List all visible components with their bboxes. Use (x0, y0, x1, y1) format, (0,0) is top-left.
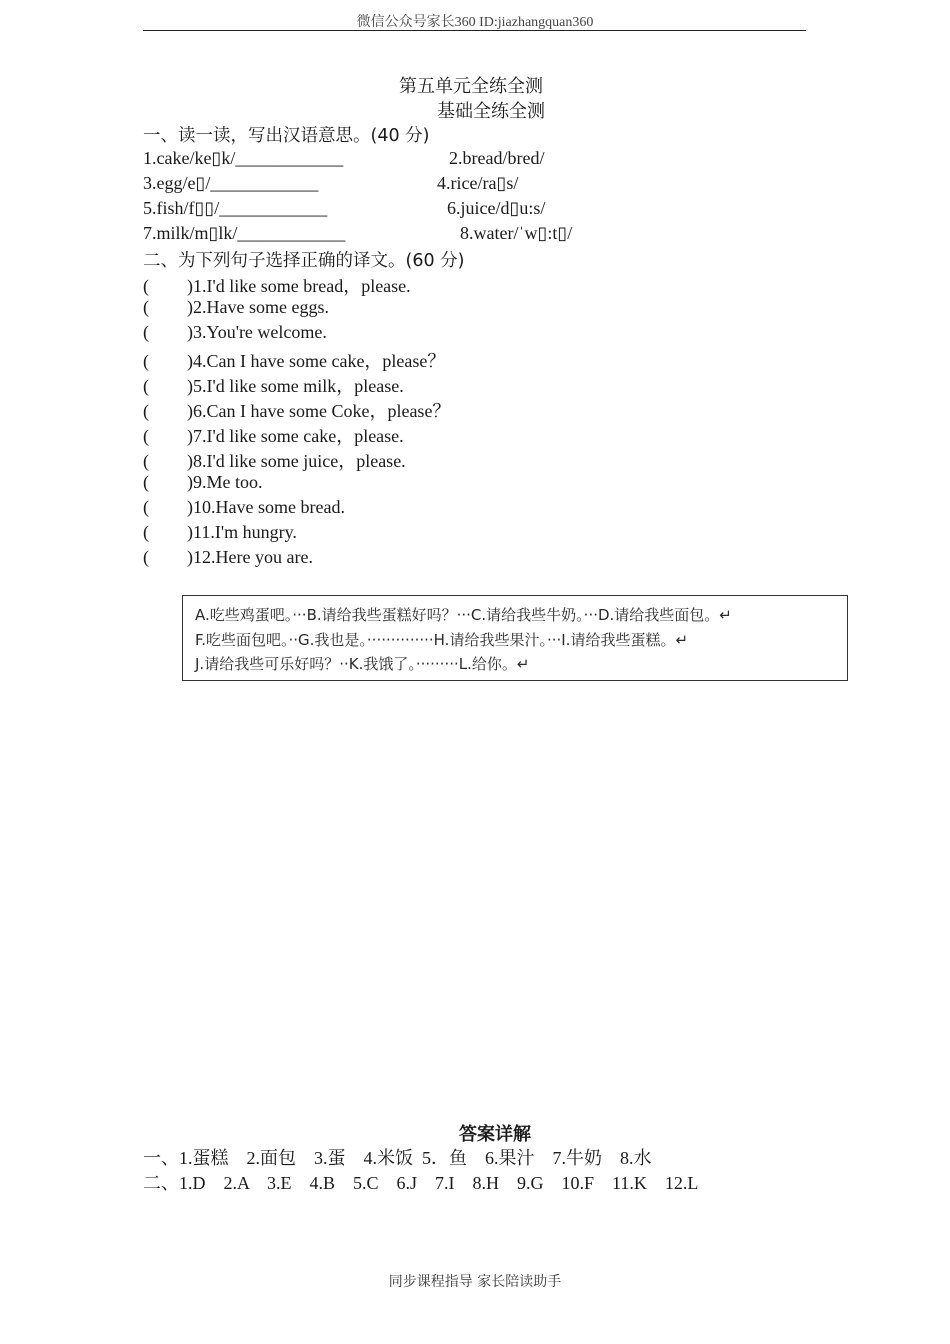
options-row: J.请给我些可乐好吗？··K.我饿了。·········L.给你。↵ (195, 655, 530, 673)
answers-title: 答案详解 (459, 1124, 531, 1145)
page-title: 第五单元全练全测 (399, 76, 543, 97)
section2-heading: 二、为下列句子选择正确的译文。(60 分) (143, 251, 465, 271)
question-text: 10.Have some bread. (193, 497, 345, 517)
answer-blank[interactable]: ( (143, 401, 149, 421)
answer-blank[interactable]: ( (143, 522, 149, 542)
question-row (143, 397, 450, 423)
vocab-item: 7.milk/m▯lk/____________ (143, 223, 346, 243)
question-row (143, 447, 406, 473)
answer-blank[interactable]: ( (143, 451, 149, 471)
vocab-item: 3.egg/e▯/____________ (143, 173, 319, 193)
vocab-item: 4.rice/ra▯s/ (437, 173, 519, 193)
answer-blank[interactable]: ( (143, 376, 149, 396)
question-row (143, 272, 411, 298)
header-divider (143, 30, 806, 31)
page-header: 微信公众号家长360 ID:jiazhangquan360 (356, 15, 594, 30)
question-row (143, 522, 297, 543)
answer-blank[interactable]: ( (143, 497, 149, 517)
question-text: 12.Here you are. (193, 547, 313, 567)
question-row (143, 472, 263, 493)
question-text: 11.I'm hungry. (193, 522, 297, 542)
question-text: 3.You're welcome. (193, 322, 327, 342)
question-text: 2.Have some eggs. (193, 297, 329, 317)
page-footer: 同步课程指导 家长陪读助手 (388, 1274, 562, 1290)
answers-line: 一、1.蛋糕 2.面包 3.蛋 4.米饭 5．鱼 6.果汁 7.牛奶 8.水 (143, 1148, 652, 1168)
question-text: 9.Me too. (193, 472, 263, 492)
answer-blank[interactable]: ( (143, 322, 149, 342)
question-row (143, 372, 404, 398)
answer-blank[interactable]: ( (143, 276, 149, 296)
question-text: 4.Can I have some cake，please？ (193, 351, 446, 371)
answer-blank[interactable]: ( (143, 547, 149, 567)
question-row (143, 347, 445, 373)
vocab-item: 2.bread/bred/ (449, 148, 545, 168)
answer-blank-close: ) (187, 376, 193, 396)
answer-blank[interactable]: ( (143, 297, 149, 317)
question-text: 8.I'd like some juice，please. (193, 451, 406, 471)
answer-blank-close: ) (187, 351, 193, 371)
answer-blank-close: ) (187, 472, 193, 492)
question-row (143, 297, 329, 318)
question-row (143, 497, 345, 518)
question-text: 7.I'd like some cake，please. (193, 426, 404, 446)
vocab-item: 6.juice/d▯u:s/ (447, 198, 546, 218)
answer-blank-close: ) (187, 401, 193, 421)
options-row: A.吃些鸡蛋吧。···B.请给我些蛋糕好吗？···C.请给我些牛奶。···D.请给我些面包。↵ (195, 606, 732, 624)
question-row (143, 322, 327, 343)
question-row (143, 547, 313, 568)
answer-blank[interactable]: ( (143, 472, 149, 492)
answer-blank-close: ) (187, 547, 193, 567)
question-text: 1.I'd like some bread，please. (193, 276, 411, 296)
options-row: F.吃些面包吧。··G.我也是。··············H.请给我些果汁。···I.请给我些蛋糕。↵ (195, 631, 689, 649)
vocab-item: 8.water/ˈw▯:t▯/ (460, 223, 573, 243)
answer-blank-close: ) (187, 426, 193, 446)
answer-blank-close: ) (187, 497, 193, 517)
answer-blank-close: ) (187, 276, 193, 296)
answer-blank[interactable]: ( (143, 351, 149, 371)
vocab-item: 1.cake/ke▯k/____________ (143, 148, 344, 168)
answer-blank-close: ) (187, 451, 193, 471)
answer-blank-close: ) (187, 322, 193, 342)
question-row (143, 422, 404, 448)
page-subtitle: 基础全练全测 (437, 101, 545, 122)
question-text: 5.I'd like some milk，please. (193, 376, 404, 396)
answer-blank-close: ) (187, 522, 193, 542)
answer-blank-close: ) (187, 297, 193, 317)
section1-heading: 一、读一读，写出汉语意思。(40 分) (143, 126, 430, 146)
answers-line: 二、1.D 2.A 3.E 4.B 5.C 6.J 7.I 8.H 9.G 10.F 11.K 12.L (143, 1173, 699, 1193)
vocab-item: 5.fish/f▯▯/____________ (143, 198, 328, 218)
question-text: 6.Can I have some Coke，please？ (193, 401, 451, 421)
options-box (182, 595, 848, 681)
answer-blank[interactable]: ( (143, 426, 149, 446)
